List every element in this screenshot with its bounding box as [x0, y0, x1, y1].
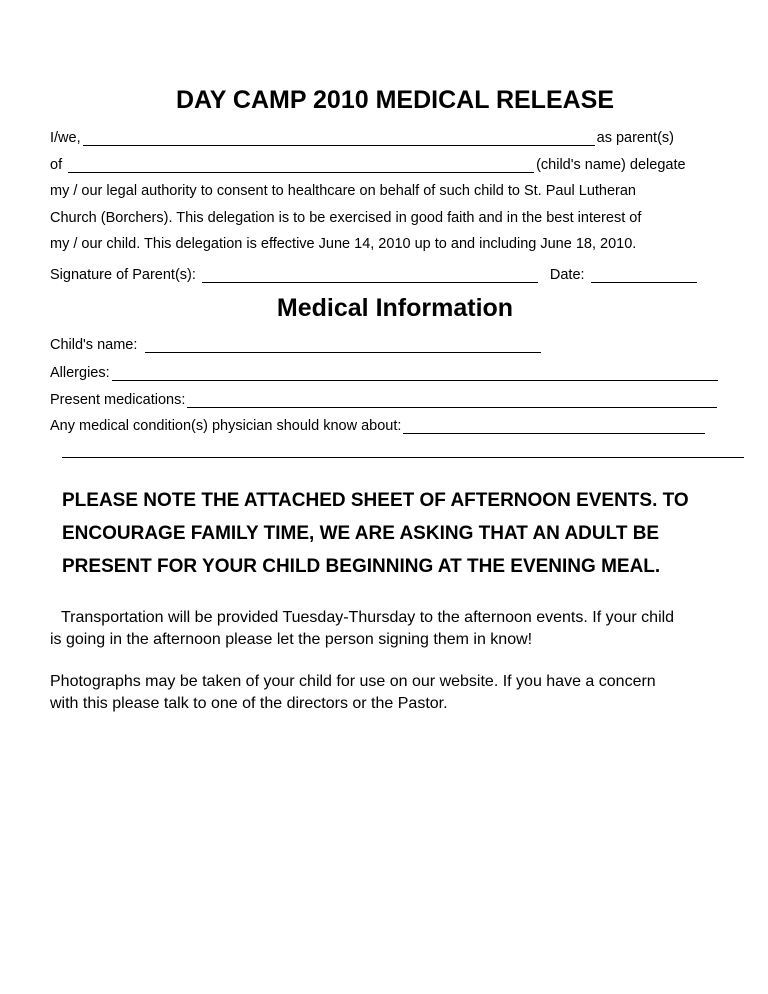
allergies-blank[interactable] [112, 366, 718, 381]
medications-label: Present medications: [50, 392, 186, 408]
medications-row [50, 392, 719, 408]
photographs-line-1: Photographs may be taken of your child for use on our website. If you have a concern [50, 673, 656, 690]
child-of-label: of [50, 157, 63, 173]
release-text-line-3: my / our child. This delegation is effective June 14, 2010 up to and including June 18, 2010. [50, 236, 637, 252]
conditions-label: Any medical condition(s) physician should know about: [50, 418, 402, 434]
signature-row [50, 267, 699, 283]
childs-name-label: Child's name: [50, 337, 138, 353]
notice-line-2: ENCOURAGE FAMILY TIME, WE ARE ASKING THAT AN ADULT BE [62, 523, 660, 544]
notice-line-1: PLEASE NOTE THE ATTACHED SHEET OF AFTERNOON EVENTS. TO [62, 490, 689, 511]
allergies-label: Allergies: [50, 365, 110, 381]
signature-label: Signature of Parent(s): [50, 267, 196, 283]
notice-line-3: PRESENT FOR YOUR CHILD BEGINNING AT THE EVENING MEAL. [62, 556, 661, 577]
child-name-blank[interactable] [68, 158, 534, 173]
medications-blank[interactable] [187, 393, 717, 408]
transportation-line-1: Transportation will be provided Tuesday-Thursday to the afternoon events. If your child [61, 609, 675, 626]
transportation-paragraph [50, 607, 750, 651]
conditions-continuation-blank[interactable] [62, 457, 744, 458]
release-text-line-1: my / our legal authority to consent to healthcare on behalf of such child to St. Paul Lutheran [50, 183, 636, 199]
date-label: Date: [549, 267, 585, 283]
child-name-row [50, 157, 686, 173]
child-delegate-label: (child's name) delegate [536, 157, 686, 173]
parent-name-row [50, 130, 674, 146]
childs-name-blank[interactable] [145, 338, 541, 353]
transportation-line-2: is going in the afternoon please let the person signing them in know! [50, 631, 533, 648]
parent-suffix-label: as parent(s) [596, 130, 674, 146]
conditions-blank[interactable] [403, 419, 705, 434]
parent-name-label: I/we, [50, 130, 81, 146]
parent-name-blank[interactable] [83, 131, 595, 146]
conditions-row [50, 418, 707, 434]
photographs-line-2: with this please talk to one of the directors or the Pastor. [50, 695, 448, 712]
signature-blank[interactable] [202, 268, 538, 283]
medical-info-heading: Medical Information [276, 294, 514, 322]
allergies-row [50, 365, 720, 381]
childs-name-row [50, 337, 543, 353]
document-title: DAY CAMP 2010 MEDICAL RELEASE [175, 86, 615, 114]
photographs-paragraph [50, 671, 750, 715]
date-blank[interactable] [591, 268, 697, 283]
release-text-line-2: Church (Borchers). This delegation is to be exercised in good faith and in the best interest of [50, 210, 642, 226]
